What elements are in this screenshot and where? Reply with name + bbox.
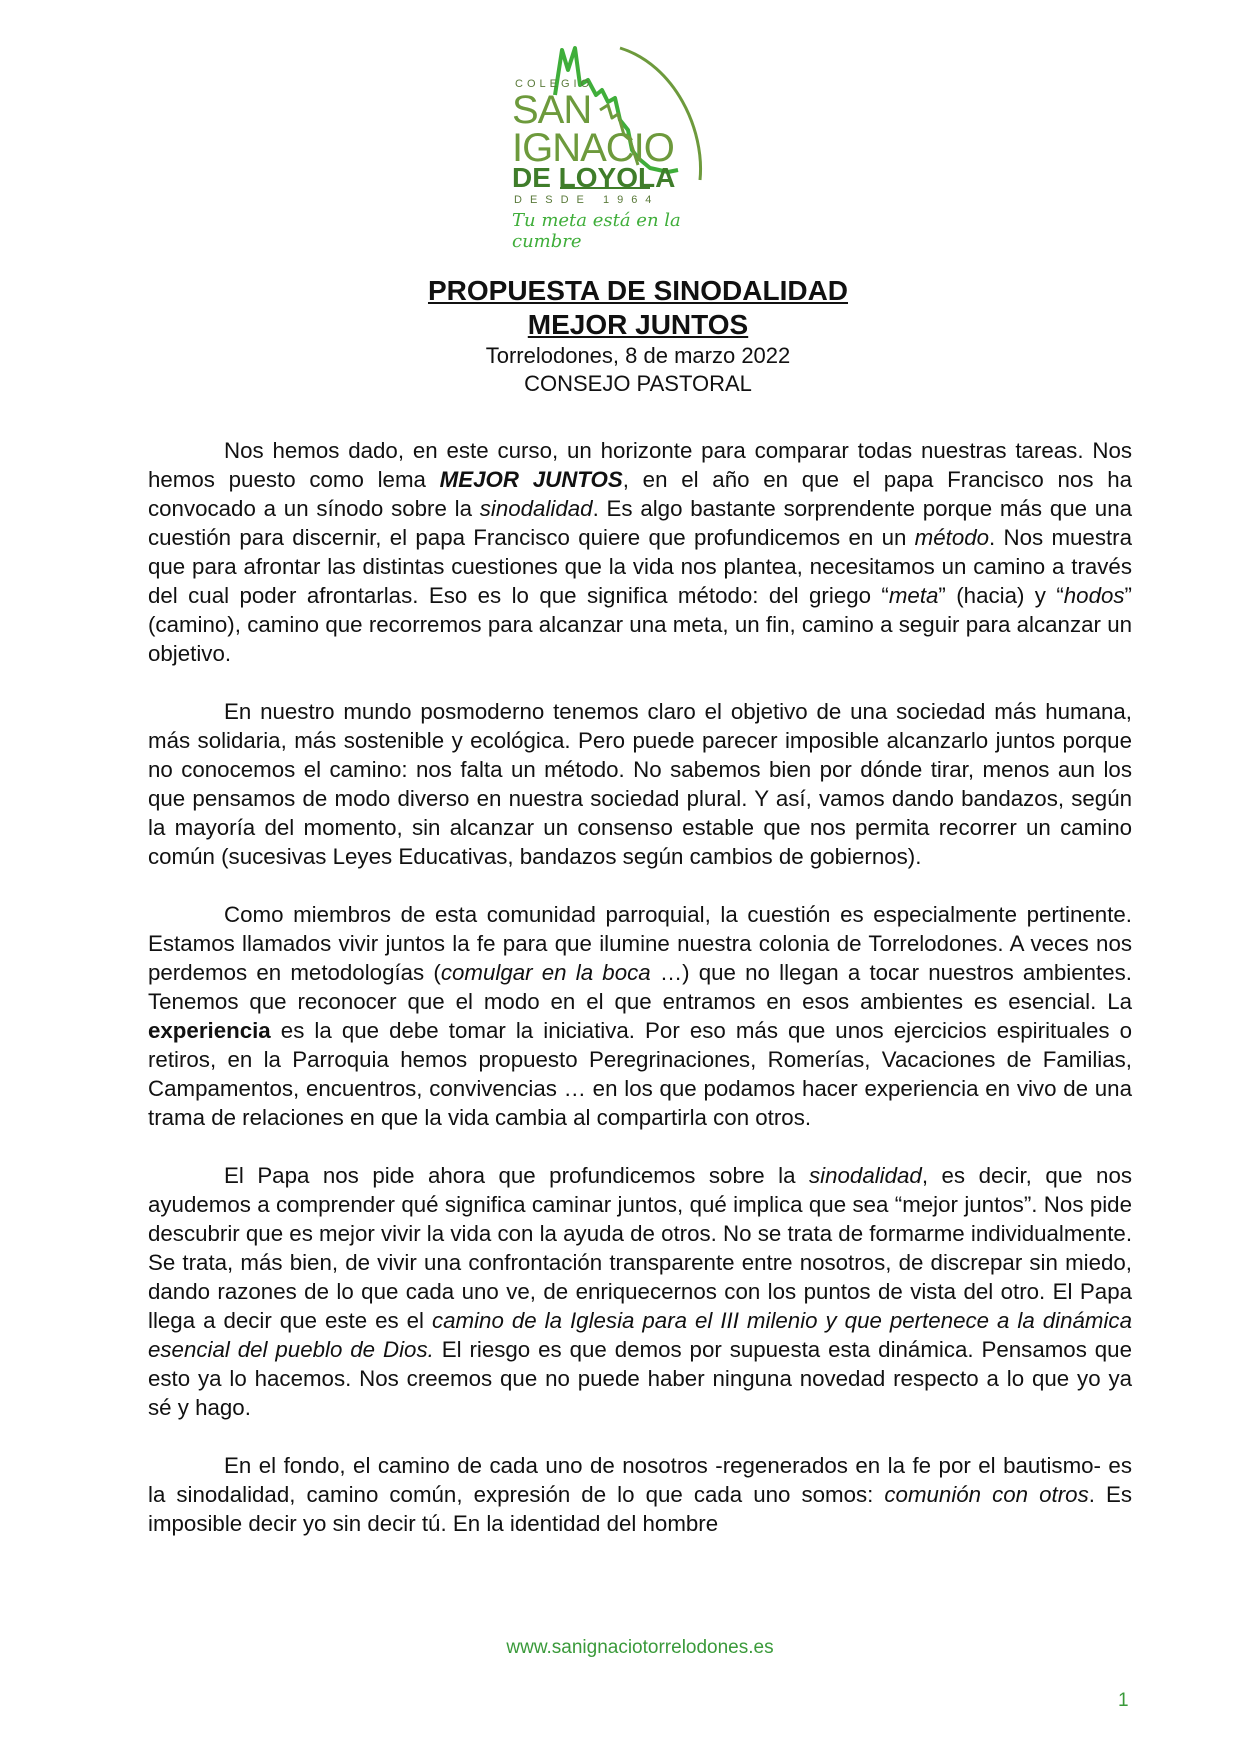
logo-de-loyola: DE LOYOLA <box>512 162 676 193</box>
place-date: Torrelodones, 8 de marzo 2022 <box>485 343 791 368</box>
document-title: PROPUESTA DE SINODALIDAD <box>427 275 849 306</box>
logo-desde: DESDE 1964 <box>514 194 660 206</box>
logo-ignacio: IGNACIO <box>512 126 674 170</box>
page-number: 1 <box>1118 1690 1129 1711</box>
paragraph-5: En el fondo, el camino de cada uno de nosotros -regenerados en la fe por el bautismo- es la sinodalidad, camino común, expresión de lo que cada uno somos: comunión con otros. Es imposible decir yo sin decir tú. En la identidad del hombre <box>148 1453 1132 1536</box>
logo-motto: Tu meta está en la cumbre <box>512 210 681 252</box>
document-subtitle: MEJOR JUNTOS <box>527 309 749 340</box>
paragraph-1: Nos hemos dado, en este curso, un horizonte para comparar todas nuestras tareas. Nos hemos puesto como lema MEJOR JUNTOS, en el año en que el papa Francisco nos ha convocado a un sínodo sobre la sinodalidad. Es algo bastante sorprendente porque más que una cuestión para discernir, el papa Francisco quiere que profundicemos en un método. Nos muestra que para afrontar las distintas cuestiones que la vida nos plantea, necesitamos un camino a través del cual poder afrontarlas. Eso es lo que significa método: del griego “meta” (hacia) y “hodos” (camino), camino que recorremos para alcanzar una meta, un fin, camino a seguir para alcanzar un objetivo. <box>148 438 1133 666</box>
paragraph-3: Como miembros de esta comunidad parroquial, la cuestión es especialmente pertinente. Estamos llamados vivir juntos la fe para que ilumine nuestra colonia de Torrelodones. A veces nos perdemos en metodologías (comulgar en la boca …) que no llegan a tocar nuestros ambientes. Tenemos que reconocer que el modo en el que entramos en esos ambientes es esencial. La experiencia es la que debe tomar la iniciativa. Por eso más que unos ejercicios espirituales o retiros, en la Parroquia hemos propuesto Peregrinaciones, Romerías, Vacaciones de Familias, Campamentos, encuentros, convivencias … en los que podamos hacer experiencia en vivo de una trama de relaciones en que la vida cambia al compartirla con otros. <box>148 902 1132 1130</box>
council-name: CONSEJO PASTORAL <box>524 371 752 396</box>
paragraph-4: El Papa nos pide ahora que profundicemos sobre la sinodalidad, es decir, que nos ayudemos a comprender qué significa caminar juntos, qué implica que sea “mejor juntos”. Nos pide descubrir que es mejor vivir la vida con la ayuda de otros. No se trata de formarme individualmente. Se trata, más bien, de vivir una confrontación transparente entre nosotros, de discrepar sin miedo, dando razones de lo que cada uno ve, de enriquecernos con los puntos de vista del otro. El Papa llega a decir que este es el camino de la Iglesia para el III milenio y que pertenece a la dinámica esencial del pueblo de Dios. El riesgo es que demos por supuesta esta dinámica. Pensamos que esto ya lo hacemos. Nos creemos que no puede haber ninguna novedad respecto a lo que yo ya sé y hago. <box>148 1163 1133 1420</box>
paragraph-2: En nuestro mundo posmoderno tenemos claro el objetivo de una sociedad más humana, más solidaria, más sostenible y ecológica. Pero puede parecer imposible alcanzarlo juntos porque no conocemos el camino: nos falta un método. No sabemos bien por dónde tirar, menos aun los que pensamos de modo diverso en nuestra sociedad plural. Y así, vamos dando bandazos, según la mayoría del momento, sin alcanzar un consenso estable que nos permita recorrer un camino común (sucesivas Leyes Educativas, bandazos según cambios de gobiernos). <box>148 699 1132 869</box>
footer-url[interactable]: www.sanignaciotorrelodones.es <box>506 1637 774 1658</box>
logo-colegio: COLEGIO <box>515 78 594 90</box>
document-header <box>0 274 1240 398</box>
school-logo <box>500 40 740 252</box>
document-body <box>148 436 1132 1567</box>
logo-san: SAN <box>512 88 592 132</box>
